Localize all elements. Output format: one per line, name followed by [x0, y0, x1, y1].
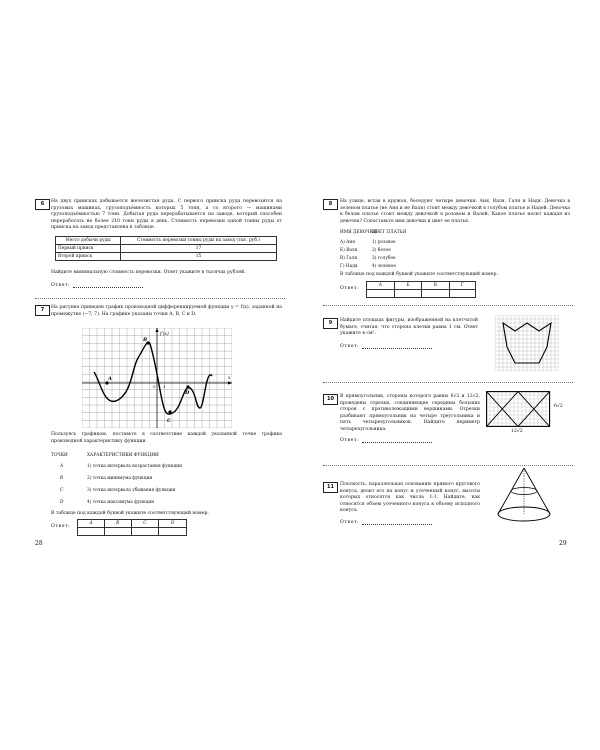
q7-letter-A: A [60, 464, 64, 469]
q6-answer [51, 283, 143, 288]
point-D-mark [186, 385, 189, 388]
q9-number: 9 [323, 318, 338, 329]
q6-header-cost: Стоимость перевозки тонны руды на завод (тыс. руб.) [121, 237, 277, 245]
q6-answer-field[interactable] [73, 287, 143, 288]
q7-answer-cell-A[interactable] [78, 528, 105, 536]
q6-row1-place: Первый прииск [56, 245, 121, 253]
q8-name-2: Б) Валя [340, 248, 358, 253]
separator [35, 298, 285, 299]
q6-row1-cost: 17 [121, 245, 277, 253]
q7-letter-C: C [60, 488, 64, 493]
q7-answer-cell-C[interactable] [131, 528, 158, 536]
q7-col-left: ТОЧКИ [51, 453, 68, 458]
q9-answer-label: Ответ: [340, 344, 360, 349]
q7-answer-table [77, 519, 187, 536]
q7-letter-D: D [60, 500, 64, 505]
q10-number: 10 [323, 394, 338, 405]
q7-text: На рисунке приведен график производной дифференцируемой функции y = f(x), заданной на промежутке (−7; 7). На графике указаны точки A, B, C и D. [51, 305, 282, 317]
q7-answer-label: Ответ: [51, 524, 71, 529]
separator [323, 305, 573, 306]
q10-answer [340, 438, 432, 443]
q8-text: На улице, встав в кружок, беседуют четыре девочки: Аня, Валя, Галя и Надя. Девочка в зеленом платье (не Аня и не Валя) стоит между девочкой в голубом платье и Надей. Девочка в белом платье стоит между девочкой в розовом и Валей. Какое платье носит каждая из девочек? Сопоставьте имя девочки и цвет ее платья. [340, 199, 570, 224]
q10-side-label: 6√2 [554, 404, 563, 409]
q7-answer-cell-B[interactable] [104, 528, 131, 536]
q8-answer-cell-G[interactable] [449, 290, 475, 298]
page-number-right: 29 [559, 540, 567, 547]
q8-number: 8 [323, 199, 338, 210]
q8-name-3: В) Галя [340, 256, 358, 261]
x-axis-label: x [228, 376, 231, 381]
point-D-label: D [185, 390, 190, 396]
q8-name-1: A) Аня [340, 240, 355, 245]
point-C-label: C [167, 418, 171, 424]
q8-answer-table [366, 281, 476, 298]
q6-task: Найдите минимальную стоимость перевозки. Ответ укажите в тысячах рублей. [51, 270, 246, 275]
q7-derivative-graph [82, 328, 232, 428]
unit-label: 1 [163, 384, 166, 389]
q8-table-head-A: А [367, 282, 395, 290]
q7-table-head-B: B [104, 520, 131, 528]
q7-table-head-C: C [131, 520, 158, 528]
q8-col-right: ЦВЕТ ПЛАТЬЯ [372, 230, 407, 235]
q7-letter-B: B [60, 476, 64, 481]
q7-number: 7 [35, 305, 50, 316]
q8-col-left: ИМЯ ДЕВОЧКИ [340, 230, 377, 235]
q7-col-right: ХАРАКТЕРИСТИКИ ФУНКЦИИ [87, 453, 159, 458]
q7-table-prompt: В таблице под каждой буквой укажите соответствующий номер. [51, 511, 209, 516]
q8-color-1: 1) розовое [372, 240, 396, 245]
q9-text: Найдите площадь фигуры, изображенной на клетчатой бумаге, считая, что сторона клетки равна 1 см. Ответ укажите в см². [340, 318, 478, 337]
q6-row2-place: Второй прииск [56, 253, 121, 261]
q8-answer-cell-A[interactable] [367, 290, 395, 298]
q7-char-4: 4) точка максимума функции [87, 500, 155, 505]
origin-label: 0 [153, 384, 156, 389]
q6-text: На двух приисках добывается железистая руда. С первого прииска руда перевозится на грузовых машинах, грузоподъёмность которых 5 тонн, а со второго — машинами грузоподъёмностью 7 тонн. Добытая руда перерабатывается на заводе, который способен переработать не более 210 тонн руды в день. Стоимость перевозки одной тонны руды от прииска на завод представлена в таблице. [51, 199, 282, 231]
point-C-mark [168, 410, 171, 413]
y-axis-label: f′(x) [160, 332, 169, 337]
q10-answer-label: Ответ: [340, 438, 360, 443]
q9-answer [340, 344, 432, 349]
q6-table [55, 236, 277, 261]
page-number-left: 28 [35, 540, 43, 547]
q11-answer-label: Ответ: [340, 520, 360, 525]
q7-table-head-D: D [159, 520, 187, 528]
q8-table-head-G: Г [449, 282, 475, 290]
q6-row2-cost: 15 [121, 253, 277, 261]
q8-table-head-B: Б [394, 282, 421, 290]
q11-cone-figure [496, 466, 552, 524]
q8-color-3: 3) голубое [372, 256, 396, 261]
q7-char-3: 3) точка интервала убывания функции [87, 488, 176, 493]
q8-answer-cell-V[interactable] [422, 290, 449, 298]
q7-table-head-A: A [78, 520, 105, 528]
q6-answer-label: Ответ: [51, 283, 71, 288]
q10-bottom-label: 12√2 [511, 429, 523, 434]
q10-answer-field[interactable] [362, 442, 432, 443]
q8-color-2: 2) белое [372, 248, 391, 253]
q8-color-4: 4) зеленое [372, 264, 396, 269]
point-B-label: B [143, 337, 148, 343]
q6-header-place: Место добычи руды [56, 237, 121, 245]
q11-answer-field[interactable] [362, 524, 432, 525]
q7-char-2: 2) точка минимума функции [87, 476, 153, 481]
q11-text: Плоскость, параллельная основанию прямого кругового конуса, делит его на конус и усеченный конус, высоты которых относятся как числа 1:1. Найдите, как относятся объем усеченного конуса к объему исходного конуса. [340, 482, 480, 514]
q10-rectangle-figure [486, 391, 552, 427]
q10-text: В прямоугольник, стороны которого равны 6√2 и 12√2, проведены отрезки, соединяющие середины больших сторон с противолежащими вершинами. Отрезки разбивают прямоугольник на четыре треугольника и пять четырехугольников. Найдите периметр четырехугольника. [340, 394, 480, 432]
q6-number: 6 [35, 199, 50, 210]
point-A-label: A [108, 376, 112, 382]
q7-answer-cell-D[interactable] [159, 528, 187, 536]
q7-text2: Пользуясь графиком, поставьте в соответствие каждой указанной точке графика производной характеристику функции. [51, 432, 282, 444]
separator [323, 382, 573, 383]
q9-answer-field[interactable] [362, 348, 432, 349]
q11-number: 11 [323, 482, 338, 493]
q11-answer [340, 520, 432, 525]
q9-grid-figure [495, 315, 559, 371]
q8-answer-cell-B[interactable] [394, 290, 421, 298]
q8-name-4: Г) Надя [340, 264, 358, 269]
q7-char-1: 1) точка интервала возрастания функции [87, 464, 182, 469]
q8-table-head-V: В [422, 282, 449, 290]
q8-answer-label: Ответ: [340, 286, 360, 291]
q8-table-prompt: В таблице под каждой буквой укажите соответствующий номер. [340, 272, 498, 277]
